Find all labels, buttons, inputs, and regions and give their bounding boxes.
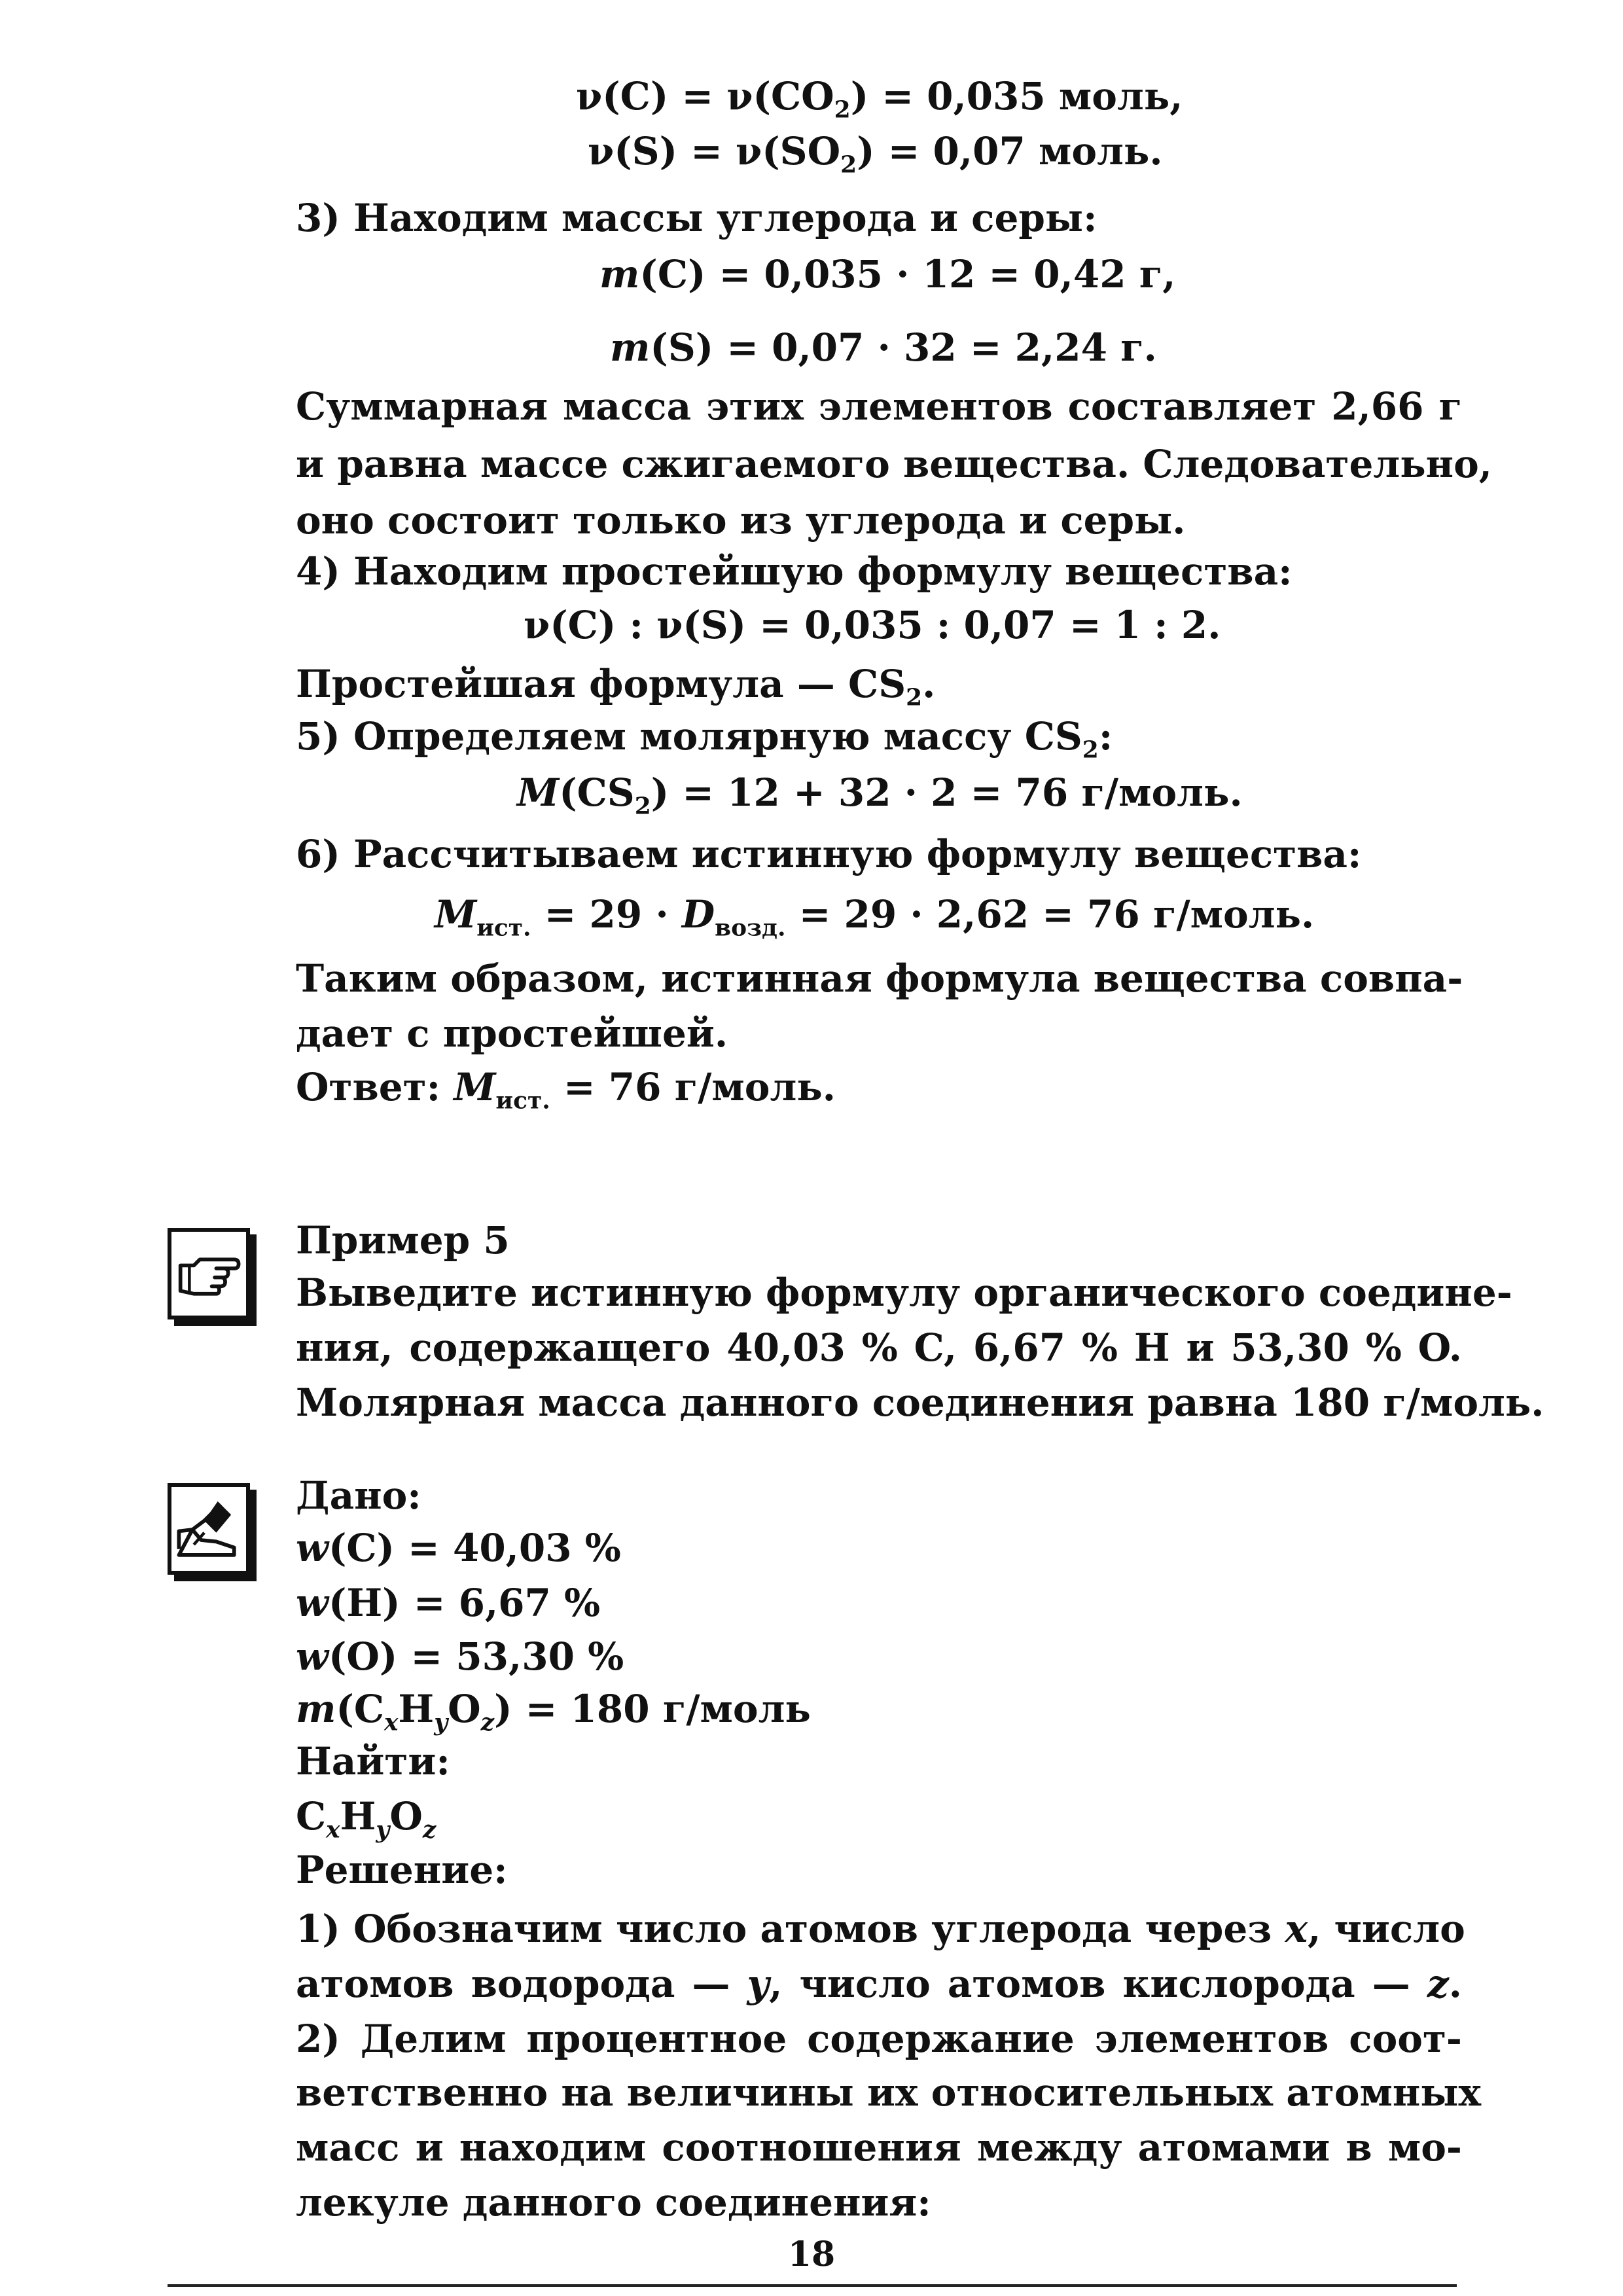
paragraph-conclusion-line-1: Таким образом, истинная формула вещества совпа- <box>296 956 1463 1001</box>
solution-step-2-line-1: 2) Делим процентное содержание элементов соот- <box>296 2017 1462 2061</box>
solution-step-2-line-3: масс и находим соотношения между атомами в мо- <box>296 2125 1462 2170</box>
paragraph-summary-line-2: и равна массе сжигаемого вещества. Следовательно, <box>296 442 1492 486</box>
paragraph-summary-line-1: Суммарная масса этих элементов составляет 2,66 г <box>296 384 1462 429</box>
solution-step-2-line-2: ветственно на величины их относительных атомных <box>296 2070 1482 2115</box>
answer-line: Ответ: $M_{ист.} = 76$ г/моль. <box>296 1065 836 1115</box>
equation-nu-carbon: $\nu(C) = \nu(CO_2) = 0,035$ моль, <box>576 74 1183 124</box>
simplest-formula: Простейшая формула — $CS_2$. <box>296 662 936 711</box>
page-number: 18 <box>787 2234 836 2274</box>
given-molar-mass: $m(C_xH_yO_z) = 180$ г/моль <box>296 1687 811 1736</box>
equation-true-molar-mass: $M_{ист.} = 29 \cdot D_{возд.} = 29 \cdot 2,62 = 76$ г/моль. <box>435 892 1315 942</box>
equation-mass-sulfur: m(S) = 0,07 · 32 = 2,24 г. <box>610 325 1157 370</box>
equation-molar-mass-cs2: $M(CS_2) = 12 + 32 \cdot 2 = 76$ г/моль. <box>517 770 1243 820</box>
solution-step-2-line-4: лекуле данного соединения: <box>296 2180 931 2225</box>
solution-step-1-line-1: 1) Обозначим число атомов углерода через x, число <box>296 1907 1465 1951</box>
find-title: Найти: <box>296 1739 450 1784</box>
paragraph-conclusion-line-2: дает с простейшей. <box>296 1011 728 1056</box>
pointing-hand-icon-graphic <box>171 1232 246 1316</box>
writing-hand-icon <box>168 1483 250 1575</box>
writing-hand-icon-graphic <box>171 1487 246 1571</box>
step-3: 3) Находим массы углерода и серы: <box>296 196 1097 240</box>
equation-ratio: ν(C) : ν(S) = 0,035 : 0,07 = 1 : 2. <box>524 603 1221 647</box>
example-text-line-3: Молярная масса данного соединения равна 180 г/моль. <box>296 1380 1544 1425</box>
given-w-carbon: w(C) = 40,03 % <box>296 1526 621 1570</box>
given-title: Дано: <box>296 1473 421 1518</box>
pointing-hand-icon <box>168 1228 250 1319</box>
paragraph-summary-line-3: оно состоит только из углерода и серы. <box>296 498 1186 543</box>
example-text-line-1: Выведите истинную формулу органического соедине- <box>296 1270 1512 1315</box>
example-title: Пример 5 <box>296 1218 510 1263</box>
step-6: 6) Рассчитываем истинную формулу вещества: <box>296 832 1362 876</box>
given-w-oxygen: w(O) = 53,30 % <box>296 1634 624 1679</box>
step-4: 4) Находим простейшую формулу вещества: <box>296 549 1293 594</box>
example-text-line-2: ния, содержащего 40,03 % C, 6,67 % H и 53,30 % O. <box>296 1325 1462 1370</box>
given-w-hydrogen: w(H) = 6,67 % <box>296 1581 601 1625</box>
solution-title: Решение: <box>296 1848 508 1892</box>
step-5: 5) Определяем молярную массу $CS_2$: <box>296 714 1113 764</box>
find-formula: $C_xH_yO_z$ <box>296 1794 437 1844</box>
equation-mass-carbon: m(C) = 0,035 · 12 = 0,42 г, <box>599 252 1176 296</box>
solution-step-1-line-2: атомов водорода — y, число атомов кислорода — z. <box>296 1962 1462 2006</box>
equation-nu-sulfur: $\nu(S) = \nu(SO_2) = 0,07$ моль. <box>588 129 1163 179</box>
footer-rule <box>168 2284 1457 2287</box>
